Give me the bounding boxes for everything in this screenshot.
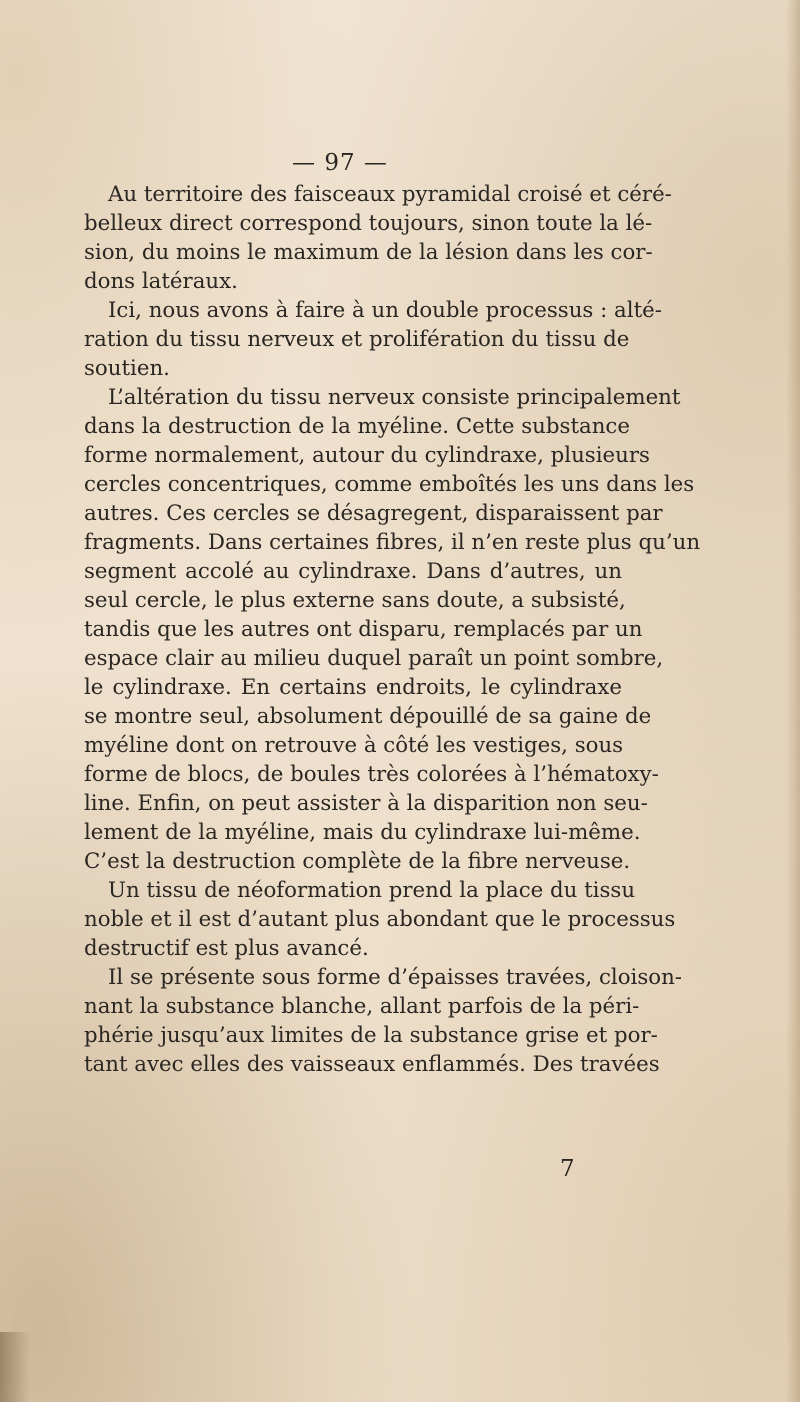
text-line: destructif est plus avancé. xyxy=(84,936,369,961)
text-line: myéline dont on retrouve à côté les vestiges, sous xyxy=(84,733,624,758)
text-line: tant avec elles des vaisseaux enflammés. Des travées xyxy=(84,1052,660,1077)
text-line: soutien. xyxy=(84,356,170,381)
text-line: C’est la destruction complète de la fibre nerveuse. xyxy=(84,849,631,874)
signature-mark: 7 xyxy=(560,1156,575,1182)
page-edge-shadow xyxy=(786,0,800,1402)
text-line: fragments. Dans certaines fibres, il n’en reste plus qu’un xyxy=(84,530,701,555)
text-line: Ici, nous avons à faire à un double processus : alté- xyxy=(108,298,662,323)
text-line: noble et il est d’autant plus abondant que le processus xyxy=(84,907,676,932)
text-line: nant la substance blanche, allant parfois de la péri- xyxy=(84,994,640,1019)
text-line: belleux direct correspond toujours, sinon toute la lé- xyxy=(84,211,653,236)
page-number: — 97 — xyxy=(292,150,388,176)
text-line: Un tissu de néoformation prend la place du tissu xyxy=(108,878,636,903)
text-line: dans la destruction de la myéline. Cette substance xyxy=(84,414,630,439)
page-corner-stain xyxy=(0,1332,30,1402)
text-line: phérie jusqu’aux limites de la substance grise et por- xyxy=(84,1023,658,1048)
text-line: le cylindraxe. En certains endroits, le cylindraxe xyxy=(84,675,622,700)
text-line: forme de blocs, de boules très colorées à l’hématoxy- xyxy=(84,762,659,787)
text-line: ration du tissu nerveux et prolifération du tissu de xyxy=(84,327,630,352)
text-line: line. Enfin, on peut assister à la disparition non seu- xyxy=(84,791,648,816)
text-line: dons latéraux. xyxy=(84,269,238,294)
text-line: segment accolé au cylindraxe. Dans d’autres, un xyxy=(84,559,622,584)
text-line: autres. Ces cercles se désagregent, disparaissent par xyxy=(84,501,663,526)
text-line: cercles concentriques, comme emboîtés les uns dans les xyxy=(84,472,695,497)
body-text xyxy=(84,180,701,1079)
text-line: lement de la myéline, mais du cylindraxe lui-même. xyxy=(84,820,641,845)
text-line: Il se présente sous forme d’épaisses travées, cloison- xyxy=(108,965,682,990)
text-line: espace clair au milieu duquel paraît un point sombre, xyxy=(84,646,664,671)
text-line: L’altération du tissu nerveux consiste principalement xyxy=(108,385,681,410)
text-line: Au territoire des faisceaux pyramidal croisé et céré- xyxy=(108,182,672,207)
text-line: sion, du moins le maximum de la lésion dans les cor- xyxy=(84,240,653,265)
text-line: seul cercle, le plus externe sans doute, a subsisté, xyxy=(84,588,626,613)
text-line: forme normalement, autour du cylindraxe, plusieurs xyxy=(84,443,650,468)
text-line: se montre seul, absolument dépouillé de sa gaine de xyxy=(84,704,652,729)
text-line: tandis que les autres ont disparu, remplacés par un xyxy=(84,617,643,642)
